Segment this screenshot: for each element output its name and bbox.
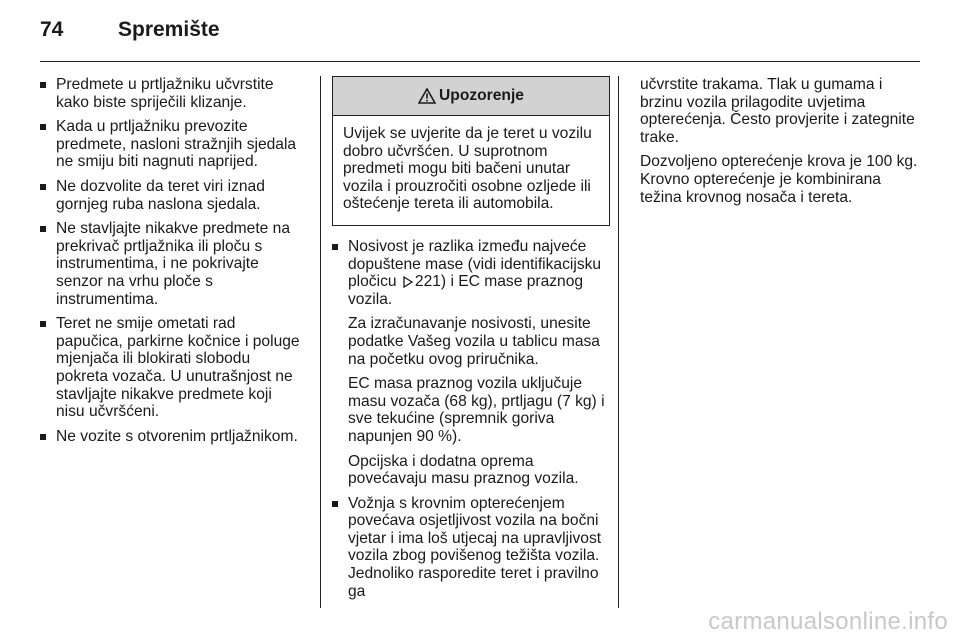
bullet-item: Ne stavljajte nikakve predmete na prekrivač prtljažnika ili ploču s instrumentima, i ne pokrivajte senzor na vrhu ploče s instrumentima. [40,220,304,308]
bullet-item: Vožnja s krovnim opterećenjem povećava osjetljivost vozila na bočni vjetar i ima loš utjecaj na upravljivost vozila zbog povišenog težišta vozila. Jednoliko rasporedite teret i pravilno ga [332,495,610,601]
paragraph: Za izračunavanje nosivosti, unesite podatke Vašeg vozila u tablicu masa na početku ovog priručnika. [348,315,600,368]
warning-triangle-icon [418,88,436,104]
header-divider [40,61,920,62]
column-2 [332,76,610,607]
warning-box [332,76,610,226]
bullet-item: Ne vozite s otvorenim prtljažnikom. [40,428,304,446]
column-divider-1 [320,76,321,608]
paragraph: EC masa praznog vozila uključuje masu vozača (68 kg), prtljagu (7 kg) i sve tekućine (spremnik goriva napunjen 90 %). [348,375,605,445]
watermark: carmanualsonline.info [708,608,948,635]
column-divider-2 [618,76,619,608]
chapter-title: Spremište [118,18,220,41]
page-number: 74 [40,18,64,41]
page-header [40,18,920,48]
bullet-item: Ne dozvolite da teret viri iznad gornjeg ruba naslona sjedala. [40,178,304,213]
bullet-item: Nosivost je razlika između najveće dopuštene mase (vidi identifikacijsku pločicu 221) i EC mase praznog vozila. [332,238,610,308]
column-1 [40,76,304,452]
bullet-item: Predmete u prtljažniku učvrstite kako biste spriječili klizanje. [40,76,304,111]
paragraph: učvrstite trakama. Tlak u gumama i brzinu vozila prilagodite uvjetima opterećenja. Često provjerite i zategnite trake. [640,76,915,146]
paragraph: Dozvoljeno opterećenje krova je 100 kg. Krovno opterećenje je kombinirana težina krovnog nosača i tereta. [640,153,918,206]
page-reference[interactable]: 221 [414,273,441,291]
page-reference-icon [403,276,413,288]
warning-text: Uvijek se uvjerite da je teret u vozilu dobro učvršćen. U suprotnom predmeti mogu biti bačeni unutar vozila i prouzročiti osobne ozljede ili oštećenje tereta ili automobila. [343,125,592,213]
bullet-item: Teret ne smije ometati rad papučica, parkirne kočnice i poluge mjenjača ili blokirati slobodu pokreta vozača. U unutrašnjost ne stavljajte nikakve predmete koji nisu učvršćeni. [40,315,304,421]
bullet-item: Kada u prtljažniku prevozite predmete, nasloni stražnjih sjedala ne smiju biti nagnuti naprijed. [40,118,304,171]
warning-header [333,77,609,116]
column-3 [640,76,920,213]
paragraph: Opcijska i dodatna oprema povećavaju masu praznog vozila. [348,452,579,488]
warning-title: Upozorenje [439,87,524,105]
